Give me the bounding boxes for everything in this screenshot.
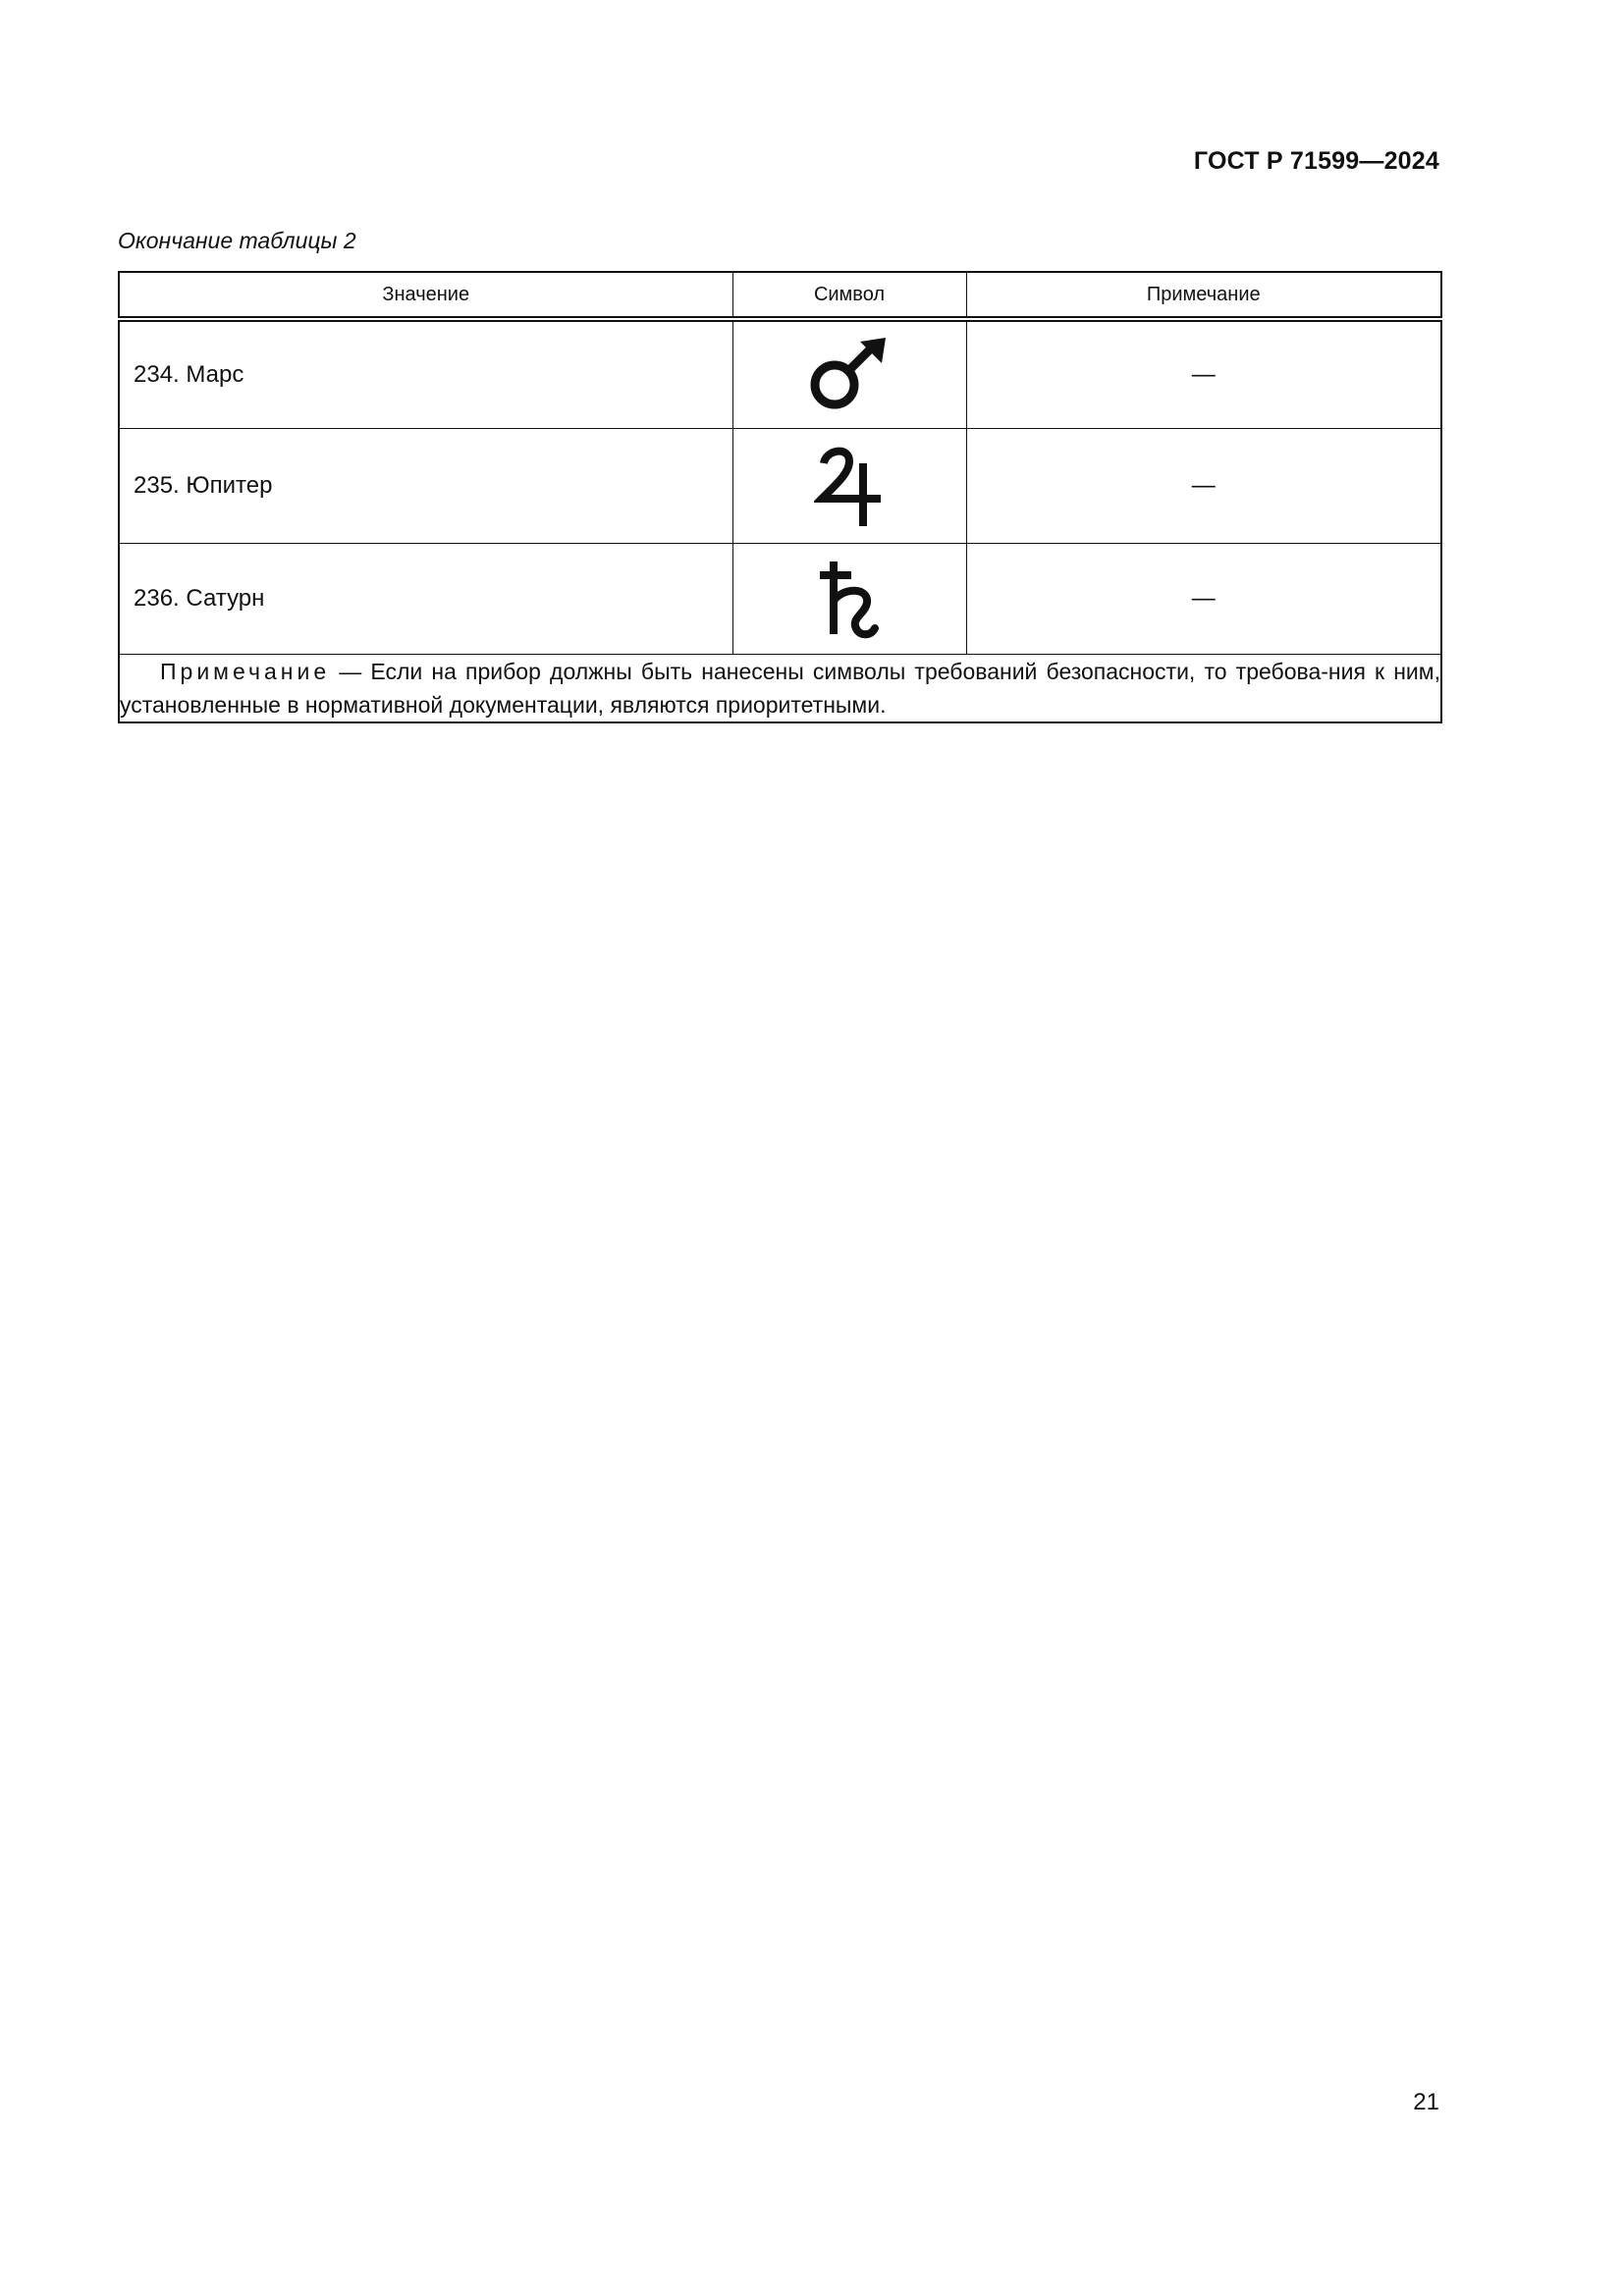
row-value: 234. Марс bbox=[119, 319, 732, 429]
row-remark: — bbox=[966, 429, 1441, 544]
row-value: 235. Юпитер bbox=[119, 429, 732, 544]
saturn-icon bbox=[814, 558, 885, 640]
row-remark: — bbox=[966, 544, 1441, 655]
row-value: 236. Сатурн bbox=[119, 544, 732, 655]
mars-icon bbox=[805, 336, 893, 414]
row-symbol bbox=[732, 429, 966, 544]
table-row bbox=[119, 544, 1441, 655]
table-note bbox=[119, 655, 1441, 723]
table-row bbox=[119, 429, 1441, 544]
table-note-row bbox=[119, 655, 1441, 723]
column-header-value: Значение bbox=[119, 272, 732, 319]
row-remark: — bbox=[966, 319, 1441, 429]
column-header-remark: Примечание bbox=[966, 272, 1441, 319]
table-caption: Окончание таблицы 2 bbox=[118, 228, 356, 253]
table-row bbox=[119, 319, 1441, 429]
document-code: ГОСТ Р 71599—2024 bbox=[1193, 147, 1439, 175]
note-label: Примечание bbox=[160, 659, 331, 684]
jupiter-icon bbox=[814, 444, 885, 528]
table-header-row bbox=[119, 272, 1441, 319]
symbols-table bbox=[118, 271, 1442, 723]
column-header-symbol: Символ bbox=[732, 272, 966, 319]
page-number: 21 bbox=[1413, 2089, 1439, 2115]
row-symbol bbox=[732, 319, 966, 429]
row-symbol bbox=[732, 544, 966, 655]
note-text: — Если на прибор должны быть нанесены символы требований безопасности, то требова-ния к ним, установленные в нормативной документации, являются приоритетными. bbox=[120, 659, 1440, 718]
